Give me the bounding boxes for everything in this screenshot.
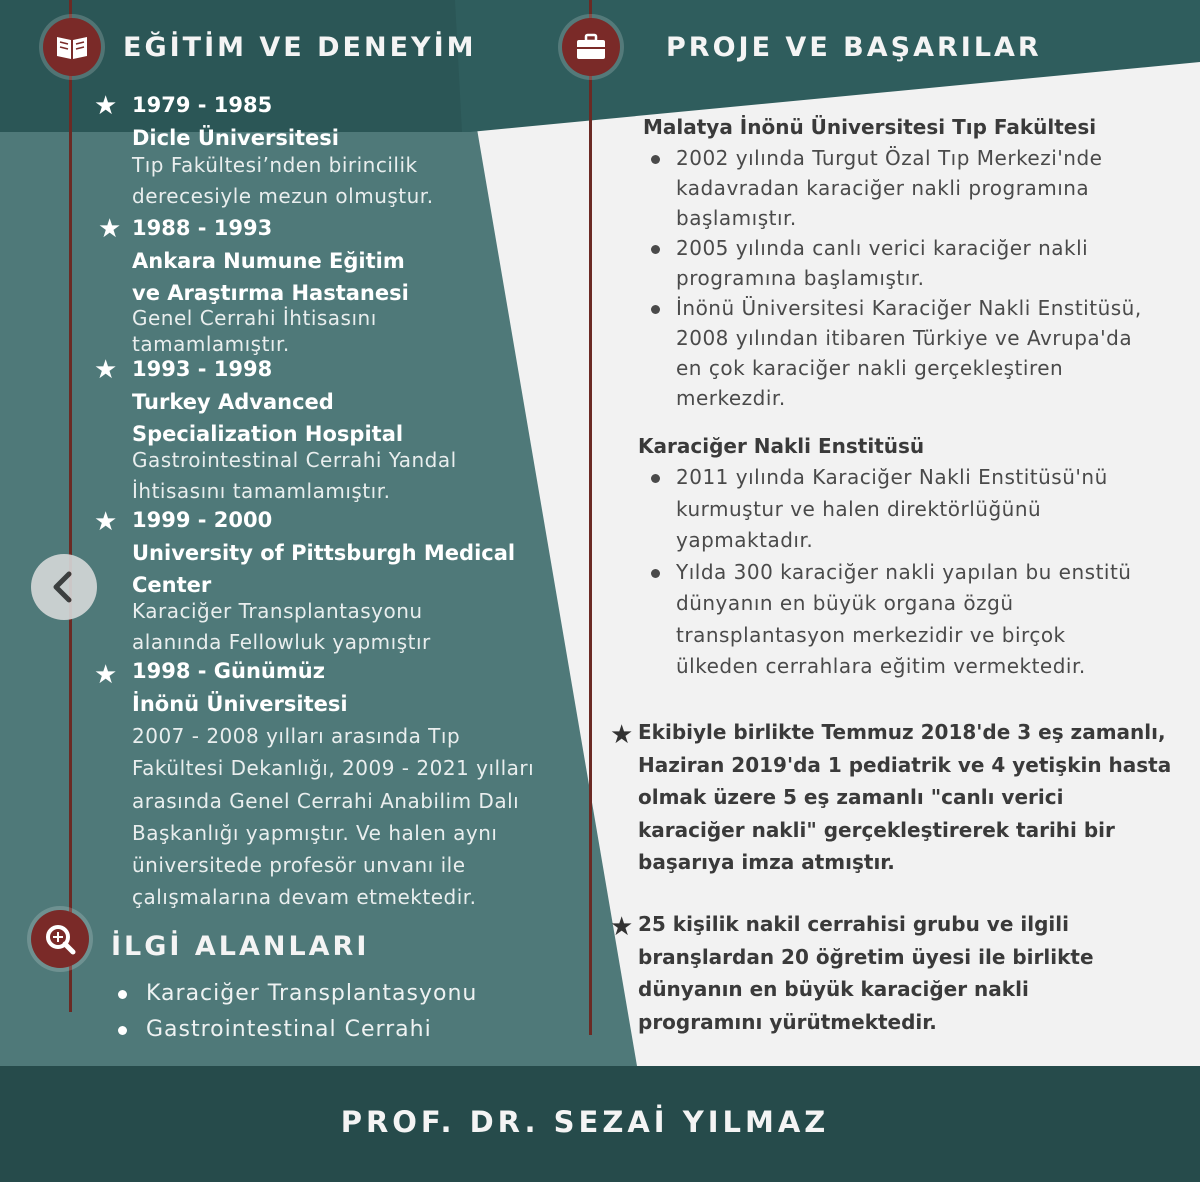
- entry-institution: İnönü Üniversitesi: [132, 692, 348, 716]
- entry-description: Tıp Fakültesi’nden birincilik derecesiyle mezun olmuştur.: [132, 153, 434, 208]
- list-item: 2011 yılında Karaciğer Nakli Enstitüsü'nü kurmuştur ve halen direktörlüğünü yapmaktadır.: [640, 462, 1132, 557]
- entry-institution: Turkey Advanced Specialization Hospital: [132, 390, 404, 446]
- achievement-paragraph: 25 kişilik nakil cerrahisi grubu ve ilgili branşlardan 20 öğretim üyesi ile birlikte dünyanın en büyük karaciğer nakli programını yürütmektedir.: [638, 912, 1094, 1034]
- education-heading: EĞİTİM VE DENEYİM: [123, 32, 477, 63]
- entry-years: 1998 - Günümüz: [132, 659, 325, 683]
- star-icon: ★: [94, 507, 118, 537]
- magnifier-icon: [31, 910, 89, 968]
- entry-institution: Dicle Üniversitesi: [132, 126, 339, 150]
- entry-years: 1979 - 1985: [132, 93, 273, 117]
- star-icon: ★: [98, 214, 122, 244]
- star-icon: ★: [610, 912, 634, 942]
- left-timeline-line: [69, 0, 72, 1012]
- interests-heading: İLGİ ALANLARI: [111, 931, 370, 962]
- entry-years: 1999 - 2000: [132, 508, 273, 532]
- section-title: Karaciğer Nakli Enstitüsü: [638, 434, 925, 458]
- projects-heading: PROJE VE BAŞARILAR: [666, 32, 1042, 63]
- section-bullets: [640, 462, 1132, 683]
- entry-years: 1993 - 1998: [132, 357, 273, 381]
- star-icon: ★: [94, 355, 118, 385]
- entry-description: 2007 - 2008 yılları arasında Tıp Fakültesi Dekanlığı, 2009 - 2021 yılları arasında Genel Cerrahi Anabilim Dalı Başkanlığı yapmıştır. Ve halen aynı üniversitede profesör unvanı ile çalışmalarına devam etmektedir.: [132, 724, 535, 910]
- star-icon: ★: [610, 720, 634, 750]
- entry-description: Karaciğer Transplantasyonu alanında Fellowluk yapmıştır: [132, 599, 431, 654]
- briefcase-icon: [562, 18, 620, 76]
- entry-description: Genel Cerrahi İhtisasını tamamlamıştır.: [132, 306, 377, 356]
- section-title: Malatya İnönü Üniversitesi Tıp Fakültesi: [643, 115, 1097, 139]
- list-item: 2002 yılında Turgut Özal Tıp Merkezi'nde kadavradan karaciğer nakli programına başlamıştır.: [640, 143, 1142, 233]
- book-icon: [43, 18, 101, 76]
- entry-description: Gastrointestinal Cerrahi Yandal İhtisasını tamamlamıştır.: [132, 448, 457, 503]
- footer-name: PROF. DR. SEZAİ YILMAZ: [340, 1105, 830, 1139]
- right-timeline-line: [589, 0, 592, 1035]
- entry-years: 1988 - 1993: [132, 216, 273, 240]
- list-item: 2005 yılında canlı verici karaciğer nakli programına başlamıştır.: [640, 233, 1142, 293]
- previous-slide-button[interactable]: [31, 554, 97, 620]
- entry-institution: Ankara Numune Eğitim ve Araştırma Hastanesi: [132, 249, 409, 305]
- achievement-paragraph: Ekibiyle birlikte Temmuz 2018'de 3 eş zamanlı, Haziran 2019'da 1 pediatrik ve 4 yetişkin hasta olmak üzere 5 eş zamanlı "canlı verici karaciğer nakli" gerçekleştirerek tarihi bir başarıya imza atmıştır.: [638, 720, 1172, 874]
- interests-list: [118, 976, 477, 1048]
- list-item: Gastrointestinal Cerrahi: [118, 1012, 477, 1048]
- section-bullets: [640, 143, 1142, 413]
- chevron-left-icon: [31, 554, 97, 620]
- star-icon: ★: [94, 660, 118, 690]
- star-icon: ★: [94, 91, 118, 121]
- entry-institution: University of Pittsburgh Medical Center: [132, 541, 516, 597]
- list-item: Yılda 300 karaciğer nakli yapılan bu enstitü dünyanın en büyük organa özgü transplantasyon merkezidir ve birçok ülkeden cerrahlara eğitim vermektedir.: [640, 557, 1132, 683]
- list-item: Karaciğer Transplantasyonu: [118, 976, 477, 1012]
- list-item: İnönü Üniversitesi Karaciğer Nakli Enstitüsü, 2008 yılından itibaren Türkiye ve Avrupa'da en çok karaciğer nakli gerçekleştiren merkezdir.: [640, 293, 1142, 413]
